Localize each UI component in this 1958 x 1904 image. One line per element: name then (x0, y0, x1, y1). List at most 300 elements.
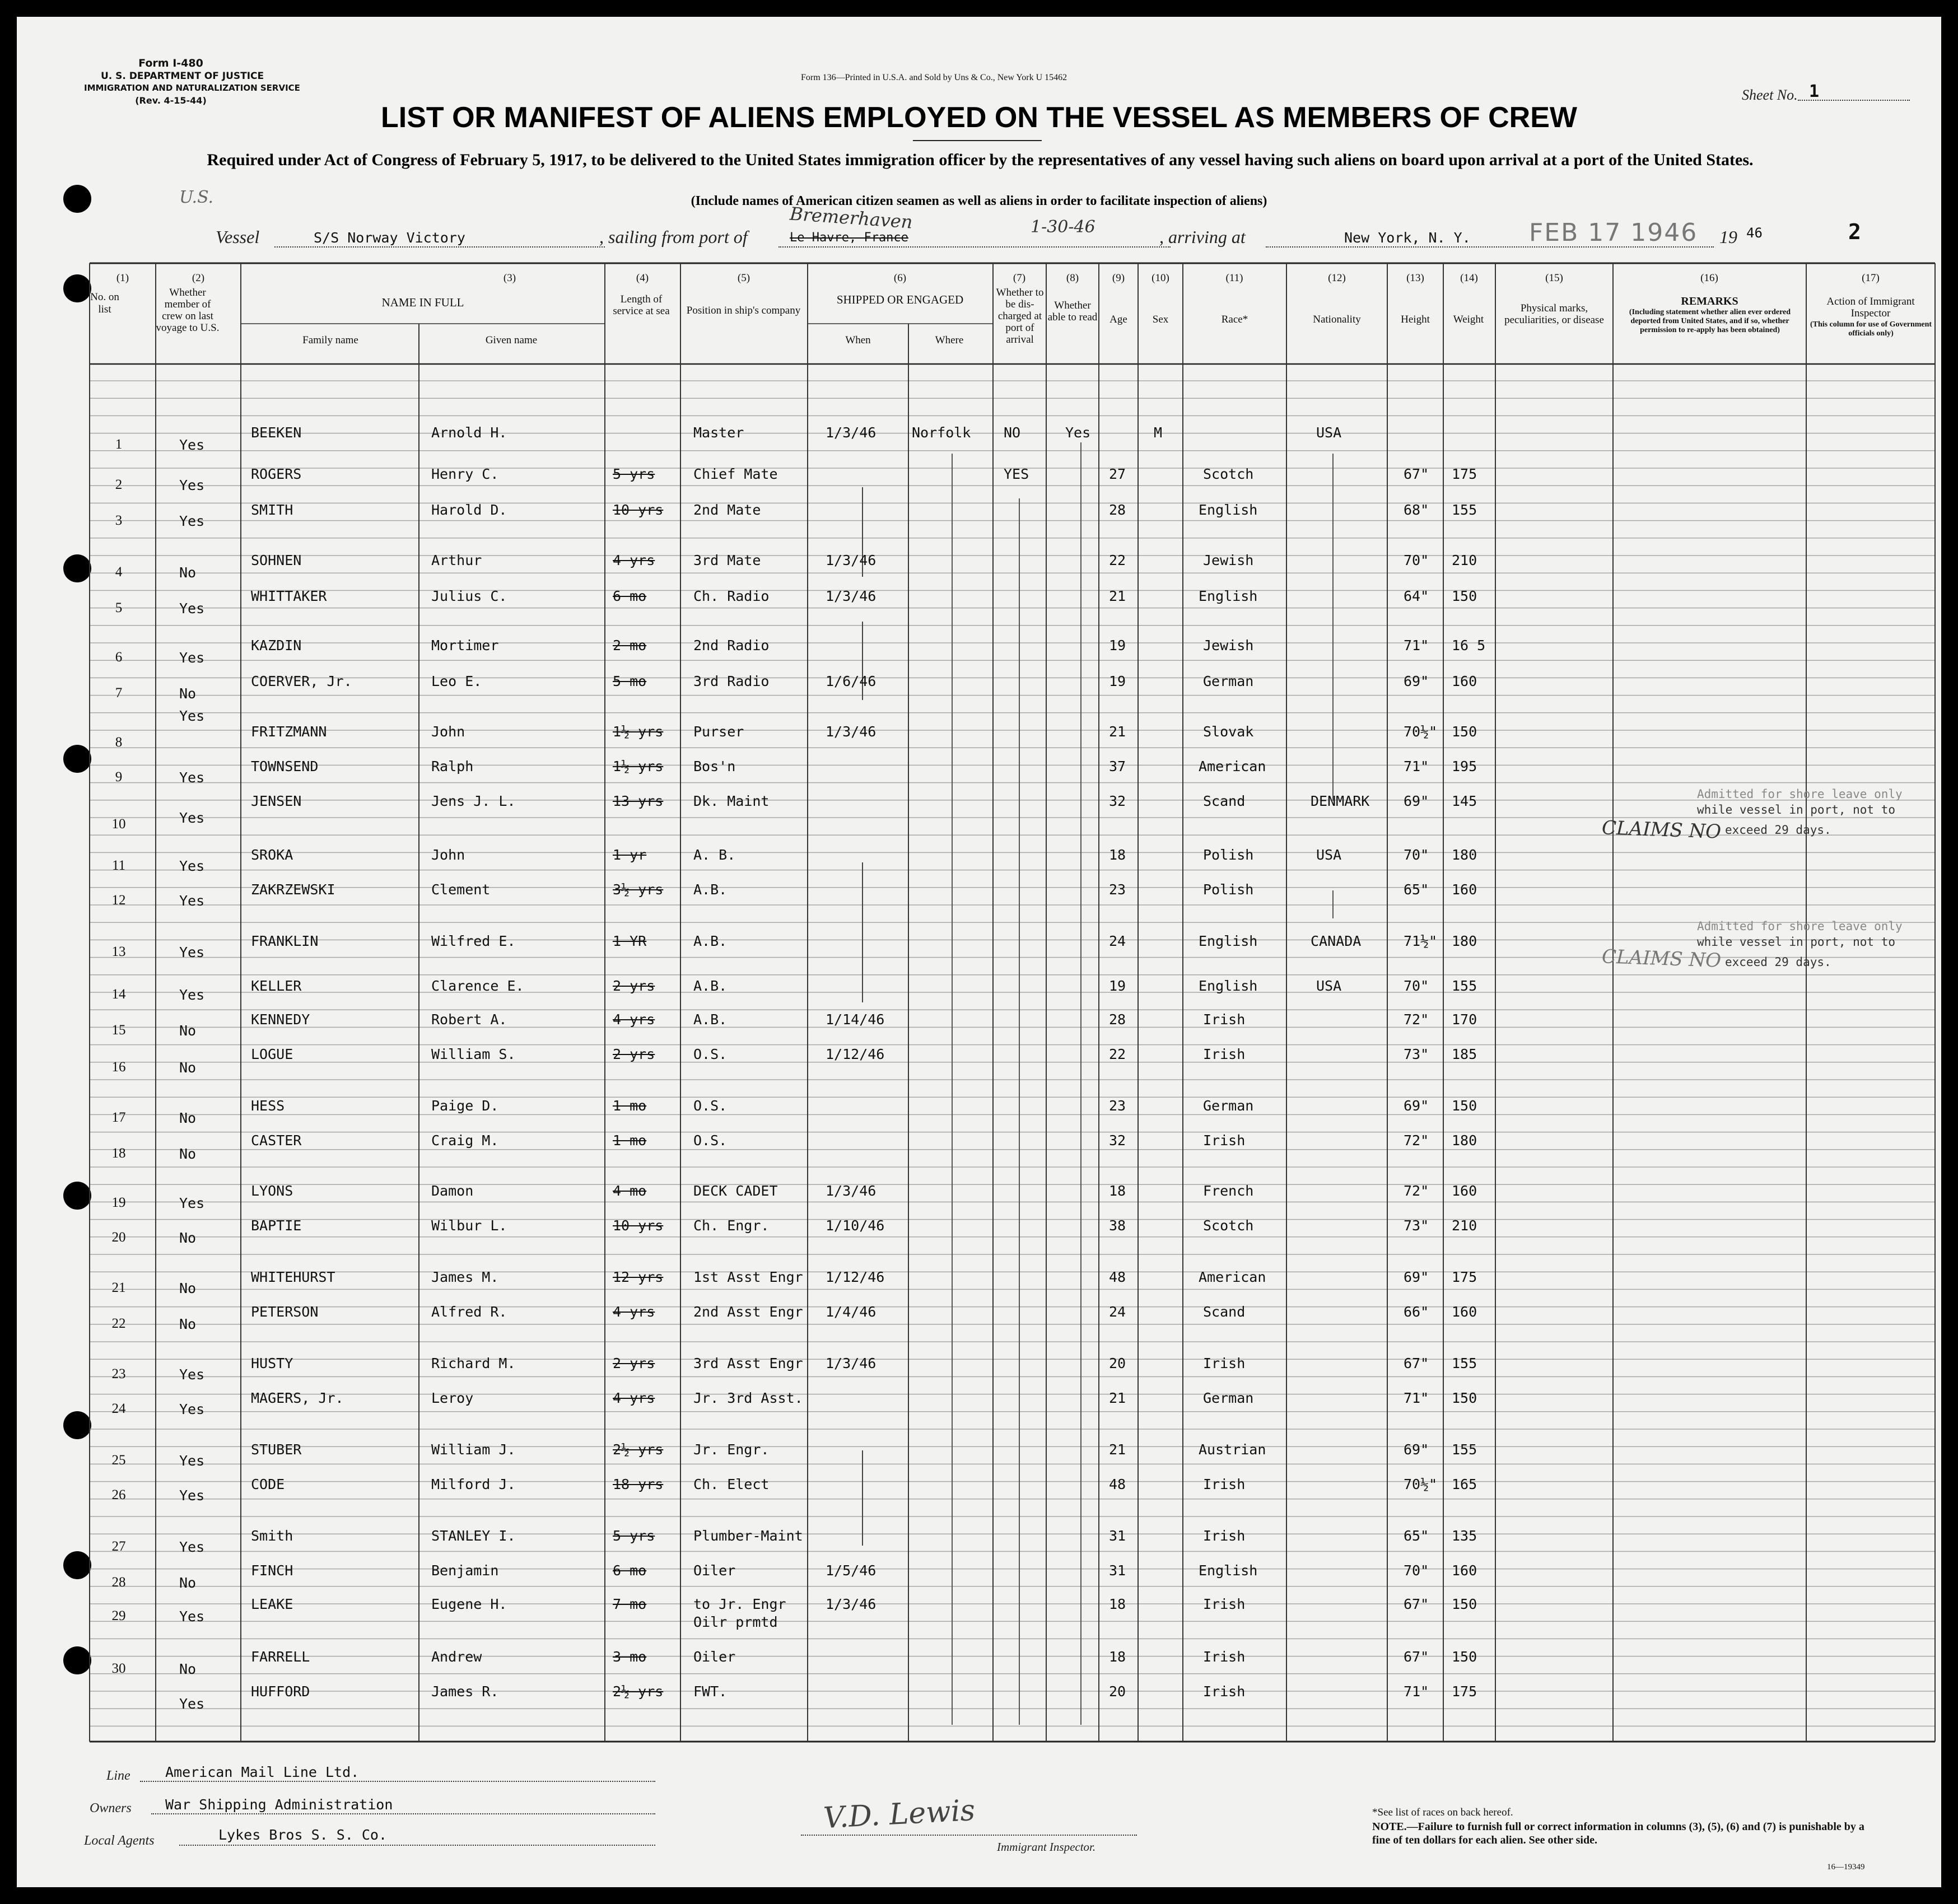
race: Scand (1203, 1304, 1246, 1320)
age: 38 (1109, 1217, 1126, 1234)
race: Austrian (1199, 1441, 1266, 1458)
age: 27 (1109, 466, 1126, 482)
age: 18 (1109, 1596, 1126, 1612)
height: 72" (1404, 1011, 1429, 1028)
shipped-when: 1/4/46 (826, 1304, 877, 1320)
position: Master (693, 424, 744, 441)
shipped-when: 1/10/46 (826, 1217, 885, 1234)
previous-voyage: Yes (179, 1539, 205, 1555)
given-name: Eugene H. (431, 1596, 507, 1612)
previous-voyage: Yes (179, 437, 205, 453)
age: 32 (1109, 793, 1126, 809)
age: 22 (1109, 1046, 1126, 1062)
given-name: Wilbur L. (431, 1217, 507, 1234)
race: Irish (1203, 1046, 1246, 1062)
race: English (1199, 502, 1258, 518)
weight: 175 (1452, 1683, 1477, 1700)
given-name: Leroy (431, 1390, 474, 1406)
given-name: Milford J. (431, 1476, 516, 1492)
family-name: FINCH (251, 1562, 293, 1579)
header-given: Given name (485, 334, 538, 346)
date-stamp: FEB 17 1946 (1529, 218, 1698, 247)
age: 18 (1109, 847, 1126, 863)
family-name: FARRELL (251, 1649, 310, 1665)
previous-voyage: Yes (179, 858, 205, 874)
position: Jr. Engr. (693, 1441, 770, 1458)
header-position: Position in ship's company (686, 305, 801, 316)
agents-value: Lykes Bros S. S. Co. (218, 1827, 388, 1843)
weight: 160 (1452, 1304, 1477, 1320)
given-name: Arthur (431, 552, 482, 568)
service-length: 2½ yrs (613, 1441, 664, 1458)
position: to Jr. Engr (693, 1596, 786, 1612)
position: Dk. Maint (693, 793, 770, 809)
nationality: CANADA (1311, 933, 1362, 949)
header-discharged: Whether to be dis-charged at port of arrival (996, 287, 1044, 346)
family-name: ROGERS (251, 466, 302, 482)
family-name: FRITZMANN (251, 724, 327, 740)
given-name: STANLEY I. (431, 1528, 516, 1544)
age: 19 (1109, 637, 1126, 654)
service-length: 1 mo (613, 1098, 647, 1114)
line-underline (140, 1781, 655, 1782)
weight: 210 (1452, 552, 1477, 568)
weight: 150 (1452, 1098, 1477, 1114)
row-number: 29 (111, 1608, 126, 1623)
shipped-when: 1/3/46 (826, 1183, 877, 1199)
height: 66" (1404, 1304, 1429, 1320)
age: 20 (1109, 1683, 1126, 1700)
previous-voyage: Yes (179, 987, 205, 1003)
weight: 160 (1452, 673, 1477, 689)
previous-voyage: Yes (179, 1453, 205, 1469)
race: Irish (1203, 1011, 1246, 1028)
nationality: USA (1316, 847, 1342, 863)
position: Oiler (693, 1562, 736, 1579)
position: Plumber-Maint (693, 1528, 803, 1544)
penalty-note: NOTE.—Failure to furnish full or correct information in columns (3), (5), (6) and (7) is punishable by a fine of ten dollars for each alien. See other side. (1372, 1821, 1864, 1846)
service-length: 4 yrs (613, 552, 655, 568)
able-to-read: Yes (1065, 424, 1091, 441)
row-number: 20 (111, 1230, 126, 1245)
previous-voyage: No (179, 1110, 197, 1126)
weight: 150 (1452, 724, 1477, 740)
position: Purser (693, 724, 744, 740)
weight: 180 (1452, 933, 1477, 949)
signature-underline (801, 1835, 1137, 1836)
sheet-label: Sheet No. (1742, 87, 1798, 103)
height: 71" (1404, 1683, 1429, 1700)
service-length: 10 yrs (613, 502, 664, 518)
column-number: (14) (1460, 272, 1478, 284)
height: 67" (1404, 1355, 1429, 1371)
include-note: (Include names of American citizen seamen as well as aliens in order to facilitate inspection of aliens) (691, 194, 1267, 208)
family-name: TOWNSEND (251, 758, 319, 774)
shipped-when: 1/5/46 (826, 1562, 877, 1579)
header-prev-voyage: Whether member of crew on last voyage to U.S. (156, 287, 220, 334)
header-read: Whether able to read (1047, 300, 1098, 323)
service-length: 5 yrs (613, 466, 655, 482)
given-name: Clarence E. (431, 978, 524, 994)
family-name: CODE (251, 1476, 285, 1492)
weight: 175 (1452, 1269, 1477, 1285)
height: 71" (1404, 758, 1429, 774)
given-name: Alfred R. (431, 1304, 507, 1320)
previous-voyage: No (179, 1060, 197, 1076)
department: U. S. DEPARTMENT OF JUSTICE (101, 71, 264, 82)
service-length: 2 yrs (613, 1046, 655, 1062)
remark-handwritten: CLAIMS NO (1601, 945, 1722, 972)
position: Oiler (693, 1649, 736, 1665)
height: 71" (1404, 1390, 1429, 1406)
service: IMMIGRATION AND NATURALIZATION SERVICE (84, 83, 300, 93)
previous-voyage: No (179, 1023, 197, 1039)
remark-handwritten: CLAIMS NO (1601, 816, 1722, 843)
family-name: KAZDIN (251, 637, 302, 654)
height: 70" (1404, 552, 1429, 568)
height: 64" (1404, 588, 1429, 604)
previous-voyage: Yes (179, 1696, 205, 1712)
service-length: 2 yrs (613, 1355, 655, 1371)
position: DECK CADET (693, 1183, 778, 1199)
height: 69" (1404, 793, 1429, 809)
age: 23 (1109, 1098, 1126, 1114)
row-number: 22 (111, 1316, 126, 1331)
nationality: DENMARK (1311, 793, 1370, 809)
family-name: SROKA (251, 847, 293, 863)
header-family: Family name (302, 334, 358, 346)
race: Jewish (1203, 637, 1254, 654)
row-number: 8 (115, 735, 123, 750)
position: O.S. (693, 1046, 728, 1062)
race: Irish (1203, 1649, 1246, 1665)
age: 31 (1109, 1528, 1126, 1544)
year-value: 46 (1746, 225, 1763, 241)
previous-voyage: Yes (179, 1401, 205, 1417)
row-number: 18 (111, 1146, 126, 1161)
row-number: 9 (115, 769, 123, 785)
service-length: 2 mo (613, 637, 647, 654)
row-number: 2 (115, 477, 123, 492)
race: German (1203, 673, 1254, 689)
revision: (Rev. 4-15-44) (135, 95, 207, 106)
age: 22 (1109, 552, 1126, 568)
age: 23 (1109, 881, 1126, 898)
height: 72" (1404, 1183, 1429, 1199)
race: Polish (1203, 847, 1254, 863)
shipped-when: 1/3/46 (826, 1596, 877, 1612)
race: English (1199, 933, 1258, 949)
given-name: Harold D. (431, 502, 507, 518)
page-mark: 2 (1848, 220, 1861, 244)
line-value: American Mail Line Ltd. (165, 1764, 360, 1780)
height: 71½" (1404, 933, 1438, 949)
column-number: (15) (1545, 272, 1563, 284)
previous-voyage: No (179, 1661, 197, 1677)
races-note: *See list of races on back hereof. (1372, 1807, 1513, 1818)
race: German (1203, 1098, 1254, 1114)
arriving-at: New York, N. Y. (1344, 230, 1471, 246)
shipped-when: 1/3/46 (826, 424, 877, 441)
row-number: 6 (115, 650, 123, 665)
header-race: Race* (1221, 314, 1248, 325)
age: 28 (1109, 502, 1126, 518)
subtitle: Required under Act of Congress of February 5, 1917, to be delivered to the United States immigration officer by the representatives of any vessel having such aliens on board upon arrival at a port of the United States. (207, 151, 1754, 169)
height: 72" (1404, 1132, 1429, 1149)
weight: 135 (1452, 1528, 1477, 1544)
position: 3rd Mate (693, 552, 761, 568)
given-name: Julius C. (431, 588, 507, 604)
service-length: 6 mo (613, 588, 647, 604)
position: Chief Mate (693, 466, 778, 482)
discharged: YES (1004, 466, 1029, 482)
position: A.B. (693, 933, 728, 949)
weight: 175 (1452, 466, 1477, 482)
position: Ch. Engr. (693, 1217, 770, 1234)
remark-line: Admitted for shore leave only (1697, 920, 1903, 933)
owners-underline (151, 1813, 655, 1814)
position: 3rd Asst Engr (693, 1355, 803, 1371)
given-name: Leo E. (431, 673, 482, 689)
printer-line: Form 136—Printed in U.S.A. and Sold by Uns & Co., New York U 15462 (801, 73, 1067, 82)
previous-voyage: Yes (179, 513, 205, 529)
row-number: 24 (111, 1401, 126, 1416)
service-length: 2½ yrs (613, 1683, 664, 1700)
position: Ch. Elect (693, 1476, 770, 1492)
height: 69" (1404, 673, 1429, 689)
position: 2nd Mate (693, 502, 761, 518)
position-note: Oilr prmtd (693, 1614, 778, 1630)
row-number: 19 (111, 1195, 126, 1210)
row-number: 30 (111, 1661, 126, 1676)
shipped-when: 1/3/46 (826, 552, 877, 568)
race: French (1203, 1183, 1254, 1199)
given-name: Craig M. (431, 1132, 499, 1149)
given-name: James R. (431, 1683, 499, 1700)
family-name: SMITH (251, 502, 293, 518)
family-name: ZAKRZEWSKI (251, 881, 335, 898)
age: 31 (1109, 1562, 1126, 1579)
arriving-label: , arriving at (1159, 227, 1246, 247)
header-service: Length of service at sea (613, 293, 670, 317)
weight: 150 (1452, 1596, 1477, 1612)
height: 67" (1404, 466, 1429, 482)
sailing-date: 1-30-46 (1031, 217, 1095, 237)
position: A.B. (693, 881, 728, 898)
given-name: John (431, 724, 465, 740)
family-name: LEAKE (251, 1596, 293, 1612)
column-number: (3) (503, 272, 516, 284)
height: 70½" (1404, 1476, 1438, 1492)
given-name: Andrew (431, 1649, 482, 1665)
row-number: 14 (111, 987, 126, 1002)
family-name: LYONS (251, 1183, 293, 1199)
given-name: William S. (431, 1046, 516, 1062)
race: Irish (1203, 1683, 1246, 1700)
column-number: (6) (893, 272, 907, 284)
height: 70" (1404, 978, 1429, 994)
vessel-name: S/S Norway Victory (314, 230, 465, 246)
service-length: 1 YR (613, 933, 647, 949)
height: 70½" (1404, 724, 1438, 740)
race: Irish (1203, 1596, 1246, 1612)
weight: 150 (1452, 1649, 1477, 1665)
header-action-sub: (This column for use of Government officials only) (1810, 320, 1932, 338)
agents-underline (179, 1845, 655, 1846)
age: 24 (1109, 933, 1126, 949)
given-name: Ralph (431, 758, 474, 774)
header-nationality: Nationality (1313, 314, 1361, 325)
header-sex: Sex (1152, 314, 1169, 325)
header-remarks-sub: (Including statement whether alien ever ordered deported from United States, and if so, whether permission to re-apply has been obtained) (1629, 308, 1791, 334)
position: A.B. (693, 978, 728, 994)
weight: 210 (1452, 1217, 1477, 1234)
service-length: 1 yr (613, 847, 647, 863)
position: A.B. (693, 1011, 728, 1028)
column-number: (2) (192, 272, 205, 284)
family-name: CASTER (251, 1132, 302, 1149)
previous-voyage: Yes (179, 769, 205, 786)
service-length: 5 yrs (613, 1528, 655, 1544)
age: 32 (1109, 1132, 1126, 1149)
family-name: STUBER (251, 1441, 302, 1458)
row-number: 11 (111, 858, 126, 873)
sheet-number: 1 (1809, 82, 1820, 101)
age: 19 (1109, 673, 1126, 689)
given-name: Robert A. (431, 1011, 507, 1028)
weight: 150 (1452, 1390, 1477, 1406)
race: English (1199, 1562, 1258, 1579)
form-number: 16—19349 (1827, 1863, 1865, 1872)
header-no: No. on list (90, 291, 119, 315)
line-label: Line (106, 1768, 130, 1783)
previous-voyage: Yes (179, 650, 205, 666)
family-name: WHITEHURST (251, 1269, 335, 1285)
row-number: 26 (111, 1487, 126, 1502)
family-name: Smith (251, 1528, 293, 1544)
shipped-when: 1/3/46 (826, 588, 877, 604)
remark-line: exceed 29 days. (1725, 823, 1831, 837)
remark-line: while vessel in port, not to (1697, 935, 1896, 949)
column-number: (7) (1013, 272, 1026, 284)
service-length: 18 yrs (613, 1476, 664, 1492)
manifest-sheet (17, 17, 1941, 1887)
service-length: 12 yrs (613, 1269, 664, 1285)
weight: 195 (1452, 758, 1477, 774)
family-name: HESS (251, 1098, 285, 1114)
row-number: 15 (111, 1023, 126, 1038)
service-length: 1 mo (613, 1132, 647, 1149)
given-name: Arnold H. (431, 424, 507, 441)
shipped-when: 1/6/46 (826, 673, 877, 689)
owners-value: War Shipping Administration (165, 1796, 393, 1813)
sailing-label: , sailing from port of (599, 227, 748, 247)
column-number: (1) (116, 272, 129, 284)
header-when: When (845, 334, 871, 346)
row-number: 7 (115, 685, 123, 701)
weight: 145 (1452, 793, 1477, 809)
header-action: Action of Immigrant Inspector (1826, 296, 1915, 319)
port-struck: Le Havre, France (790, 231, 908, 245)
position: 1st Asst Engr (693, 1269, 803, 1285)
shipped-when: 1/3/46 (826, 724, 877, 740)
service-length: 6 mo (613, 1562, 647, 1579)
column-number: (12) (1328, 272, 1346, 284)
height: 69" (1404, 1098, 1429, 1114)
previous-voyage: Yes (179, 944, 205, 960)
previous-voyage: No (179, 1280, 197, 1296)
weight: 155 (1452, 1441, 1477, 1458)
given-name: Henry C. (431, 466, 499, 482)
sex: M (1154, 424, 1163, 441)
previous-voyage: Yes (179, 810, 205, 826)
port-handwritten: Bremerhaven (789, 203, 913, 233)
weight: 160 (1452, 1183, 1477, 1199)
weight: 185 (1452, 1046, 1477, 1062)
header-where: Where (935, 334, 964, 346)
year-label: 19 (1719, 227, 1737, 247)
age: 18 (1109, 1649, 1126, 1665)
age: 21 (1109, 1390, 1126, 1406)
shipped-when: 1/14/46 (826, 1011, 885, 1028)
service-length: 3 mo (613, 1649, 647, 1665)
weight: 180 (1452, 847, 1477, 863)
family-name: KENNEDY (251, 1011, 310, 1028)
weight: 155 (1452, 978, 1477, 994)
weight: 165 (1452, 1476, 1477, 1492)
shipped-where: Norfolk (912, 424, 971, 441)
remark-line: exceed 29 days. (1725, 955, 1831, 969)
age: 48 (1109, 1476, 1126, 1492)
height: 70" (1404, 1562, 1429, 1579)
family-name: KELLER (251, 978, 302, 994)
column-number: (9) (1112, 272, 1125, 284)
service-length: 5 mo (613, 673, 647, 689)
race: Irish (1203, 1528, 1246, 1544)
family-name: COERVER, Jr. (251, 673, 352, 689)
weight: 160 (1452, 881, 1477, 898)
family-name: LOGUE (251, 1046, 293, 1062)
page-title: LIST OR MANIFEST OF ALIENS EMPLOYED ON THE VESSEL AS MEMBERS OF CREW (381, 101, 1577, 134)
header-name: NAME IN FULL (381, 296, 464, 309)
row-number: 1 (115, 437, 123, 452)
given-name: Mortimer (431, 637, 499, 654)
service-length: 4 yrs (613, 1304, 655, 1320)
age: 21 (1109, 1441, 1126, 1458)
row-number: 25 (111, 1453, 126, 1468)
position: 3rd Radio (693, 673, 770, 689)
inspector-signature: V.D. Lewis (822, 1793, 976, 1836)
previous-voyage: No (179, 1230, 197, 1246)
height: 65" (1404, 1528, 1429, 1544)
position: 2nd Asst Engr (693, 1304, 803, 1320)
height: 73" (1404, 1046, 1429, 1062)
height: 69" (1404, 1441, 1429, 1458)
row-number: 21 (111, 1280, 126, 1295)
age: 18 (1109, 1183, 1126, 1199)
family-name: BEEKEN (251, 424, 302, 441)
race: English (1199, 588, 1258, 604)
position: 2nd Radio (693, 637, 770, 654)
given-name: William J. (431, 1441, 516, 1458)
service-length: 1½ yrs (613, 758, 664, 774)
weight: 150 (1452, 588, 1477, 604)
height: 71" (1404, 637, 1429, 654)
given-name: Wilfred E. (431, 933, 516, 949)
previous-voyage: Yes (179, 708, 205, 724)
column-number: (10) (1152, 272, 1169, 284)
position: A. B. (693, 847, 736, 863)
